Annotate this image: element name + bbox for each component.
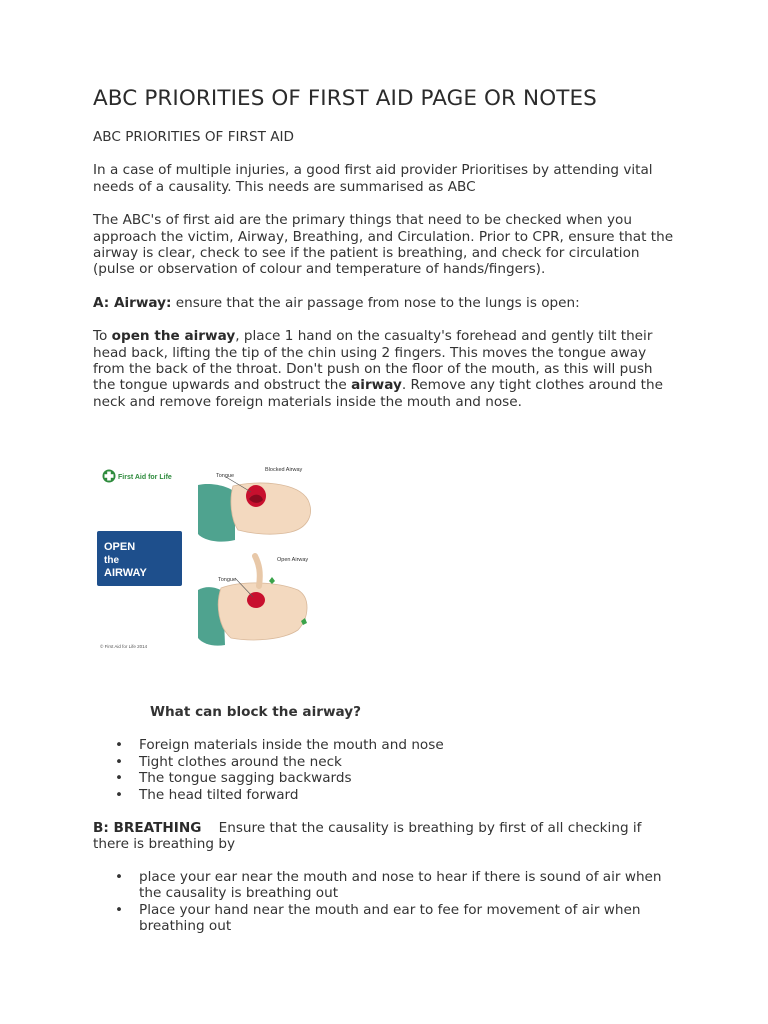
badge-line-open: OPEN — [104, 541, 136, 553]
breathing-text: Ensure that the causality is breathing by first of all checking if there is breathing by — [93, 820, 646, 853]
list-item: • Foreign materials inside the mouth and nose — [93, 737, 444, 754]
list-item: • Tight clothes around the neck — [93, 754, 444, 771]
airway-label: A: Airway: — [93, 294, 172, 311]
badge-line-airway: AIRWAY — [104, 567, 147, 579]
airflow-arrow-icon — [269, 577, 275, 584]
subtitle: ABC PRIORITIES OF FIRST AID — [93, 129, 294, 145]
document-body — [93, 129, 678, 410]
list-item: • The head tilted forward — [93, 787, 444, 804]
open-airway-figure — [93, 460, 325, 656]
first-aid-logo — [103, 470, 172, 483]
open-mouth — [247, 592, 265, 608]
block-airway-heading: What can block the airway? — [150, 704, 362, 720]
figure-copyright: © First Aid for Life 2014 — [100, 644, 148, 649]
remove-clothes-text: . Remove any tight clothes around the neck and remove foreign materials inside the mouth and nose. — [93, 377, 663, 410]
lifting-fingers — [255, 556, 260, 586]
airway-paragraph — [93, 295, 678, 311]
open-airway-illustration — [198, 556, 308, 646]
intro-paragraph: In a case of multiple injuries, a good first aid provider Prioritises by attending vital needs of a causality. This needs are summarised as ABC — [93, 162, 653, 195]
head-bottom — [218, 583, 307, 640]
list-item: • The tongue sagging backwards — [93, 770, 444, 787]
open-airway-badge — [97, 531, 182, 586]
open-airway-paragraph — [93, 328, 678, 410]
page-title: ABC PRIORITIES OF FIRST AID PAGE OR NOTES — [93, 86, 597, 111]
open-airway-text: , place 1 hand on the casualty's forehead and gently tilt their head back, lifting the tip of the chin using 2 fingers. This moves the tongue away from the back of the throat. Don't push on the floor of the mouth, as this will push the tongue upwards and obstruct the — [93, 328, 653, 394]
shirt-top — [198, 484, 235, 542]
head-top — [231, 483, 311, 534]
blocked-airway-illustration — [198, 467, 311, 542]
breathing-paragraph — [93, 820, 678, 853]
badge-line-the: the — [104, 555, 119, 566]
airway-illustration — [93, 460, 325, 656]
list-item: • place your ear near the mouth and nose to hear if there is sound of air when the causality is breathing out — [93, 869, 683, 902]
tongue-label-bottom: Tongue — [218, 577, 237, 583]
breathing-check-list — [93, 869, 683, 935]
open-airway-bold: open the airway — [111, 328, 236, 345]
block-airway-list — [93, 737, 444, 803]
blocked-airway-label: Blocked Airway — [265, 467, 303, 473]
logo-text: First Aid for Life — [118, 474, 172, 481]
open-airway-label: Open Airway — [277, 557, 309, 563]
open-airway-prefix: To — [93, 328, 112, 345]
breathing-label: B: BREATHING — [93, 820, 202, 836]
tongue-label-top: Tongue — [216, 473, 235, 479]
list-item: • Place your hand near the mouth and ear to fee for movement of air when breathing out — [93, 902, 683, 935]
abc-paragraph: The ABC's of first aid are the primary things that need to be checked when you approach the victim, Airway, Breathing, and Circulation. Prior to CPR, ensure that the airway is clear, check to see if the patient is breathing, and check for circulation (pulse or observation of colour and temperature of hands/fingers). — [93, 212, 674, 278]
airway-text: ensure that the air passage from nose to the lungs is open: — [171, 294, 580, 311]
airway-bold: airway — [351, 377, 402, 394]
logo-cross-horizontal — [105, 474, 114, 478]
